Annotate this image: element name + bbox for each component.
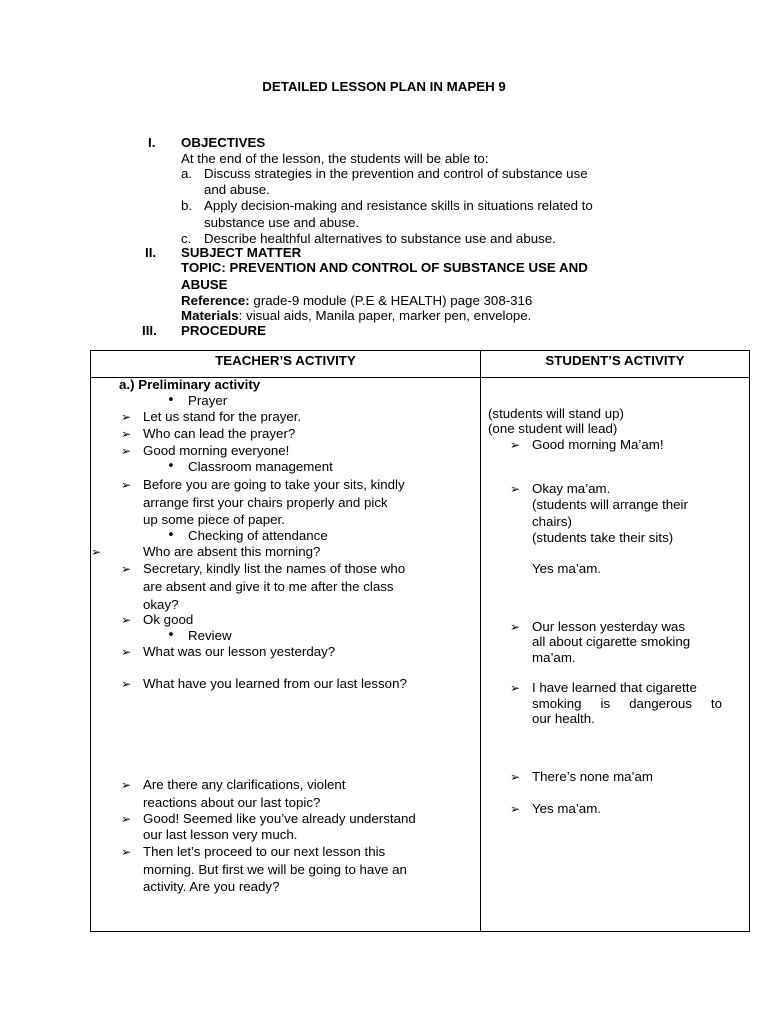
arrow-bullet-icon: ➢ <box>121 778 132 792</box>
arrow-bullet-icon: ➢ <box>121 410 132 424</box>
arrow-bullet-icon: ➢ <box>121 427 132 441</box>
arrow-bullet-icon: ➢ <box>121 677 132 691</box>
topic-line-1: TOPIC: PREVENTION AND CONTROL OF SUBSTANCE USE AND <box>181 260 588 275</box>
teacher-line: Good morning everyone! <box>143 443 290 458</box>
bullet-dot-icon: • <box>167 528 175 543</box>
arrow-bullet-icon: ➢ <box>121 613 132 627</box>
reference-value: grade-9 module (P.E & HEALTH) page 308-316 <box>249 293 533 308</box>
arrow-bullet-icon: ➢ <box>121 845 132 859</box>
teacher-line: Prayer <box>188 393 228 408</box>
arrow-bullet-icon: ➢ <box>510 681 521 695</box>
subject-matter-numeral: II. <box>145 245 157 260</box>
materials-value: : visual aids, Manila paper, marker pen, envelope. <box>238 308 532 323</box>
arrow-bullet-icon: ➢ <box>510 802 521 816</box>
student-line: (students take their sits) <box>532 530 674 545</box>
column-divider <box>480 351 481 931</box>
bullet-dot-icon: • <box>167 459 175 474</box>
student-line: ma’am. <box>532 650 576 665</box>
teacher-line: our last lesson very much. <box>143 827 298 842</box>
objectives-intro: At the end of the lesson, the students will be able to: <box>181 151 489 166</box>
teacher-line: okay? <box>143 597 179 612</box>
student-line: all about cigarette smoking <box>532 634 691 649</box>
arrow-bullet-icon: ➢ <box>91 545 102 559</box>
objective-b-text-cont: substance use and abuse. <box>204 215 360 230</box>
teacher-line: reactions about our last topic? <box>143 795 321 810</box>
teacher-line: a.) Preliminary activity <box>119 377 261 392</box>
teacher-line: Checking of attendance <box>188 528 328 543</box>
student-line: chairs) <box>532 514 572 529</box>
teacher-line: Then let’s proceed to our next lesson this <box>143 844 386 859</box>
teacher-line: arrange first your chairs properly and pick <box>143 495 388 510</box>
teacher-line: Ok good <box>143 612 194 627</box>
teacher-line: Are there any clarifications, violent <box>143 777 346 792</box>
arrow-bullet-icon: ➢ <box>510 482 521 496</box>
arrow-bullet-icon: ➢ <box>510 770 521 784</box>
teacher-line: Before you are going to take your sits, kindly <box>143 477 405 492</box>
teacher-line: up some piece of paper. <box>143 512 285 527</box>
teacher-line: activity. Are you ready? <box>143 879 280 894</box>
document-title: DETAILED LESSON PLAN IN MAPEH 9 <box>262 79 506 94</box>
teacher-line: Classroom management <box>188 459 333 474</box>
student-line: (one student will lead) <box>488 421 618 436</box>
teacher-line: What have you learned from our last lesson? <box>143 676 407 691</box>
student-line: There’s none ma’am <box>532 769 653 784</box>
arrow-bullet-icon: ➢ <box>510 438 521 452</box>
student-line: I have learned that cigarette <box>532 680 697 695</box>
arrow-bullet-icon: ➢ <box>121 562 132 576</box>
arrow-bullet-icon: ➢ <box>121 812 132 826</box>
objective-a-text-cont: and abuse. <box>204 182 270 197</box>
topic-line-2: ABUSE <box>181 277 228 292</box>
materials-line <box>181 308 531 324</box>
student-line: Our lesson yesterday was <box>532 619 685 634</box>
arrow-bullet-icon: ➢ <box>121 444 132 458</box>
subject-matter-heading: SUBJECT MATTER <box>181 245 302 260</box>
objective-c-text: Describe healthful alternatives to substance use and abuse. <box>204 231 556 246</box>
objective-a-letter: a. <box>181 166 193 181</box>
teacher-line: Who are absent this morning? <box>143 544 321 559</box>
teacher-line: are absent and give it to me after the class <box>143 579 394 594</box>
objective-a-text: Discuss strategies in the prevention and control of substance use <box>204 166 588 181</box>
teacher-activity-header: TEACHER’S ACTIVITY <box>215 353 356 368</box>
arrow-bullet-icon: ➢ <box>121 645 132 659</box>
materials-label: Materials <box>181 308 239 323</box>
student-line: our health. <box>532 711 595 726</box>
teacher-line: Let us stand for the prayer. <box>143 409 302 424</box>
student-line: Okay ma’am. <box>532 481 611 496</box>
teacher-line: Secretary, kindly list the names of those who <box>143 561 406 576</box>
student-line: Yes ma’am. <box>532 801 601 816</box>
teacher-line: What was our lesson yesterday? <box>143 644 336 659</box>
student-activity-header: STUDENT’S ACTIVITY <box>545 353 685 368</box>
procedure-numeral: III. <box>142 323 157 338</box>
student-line: (students will arrange their <box>532 497 688 512</box>
arrow-bullet-icon: ➢ <box>510 620 521 634</box>
student-line: Good morning Ma’am! <box>532 437 664 452</box>
teacher-line: morning. But first we will be going to have an <box>143 862 407 877</box>
student-line: Yes ma’am. <box>532 561 601 576</box>
objectives-heading: OBJECTIVES <box>181 135 266 150</box>
bullet-dot-icon: • <box>167 393 175 408</box>
procedure-heading: PROCEDURE <box>181 323 266 338</box>
objective-b-letter: b. <box>181 198 193 213</box>
reference-line <box>181 293 532 309</box>
reference-label: Reference: <box>181 293 250 308</box>
objective-c-letter: c. <box>181 231 192 246</box>
teacher-line: Who can lead the prayer? <box>143 426 296 441</box>
teacher-line: Good! Seemed like you’ve already understand <box>143 811 416 826</box>
objective-b-text: Apply decision-making and resistance skills in situations related to <box>204 198 593 213</box>
student-line: (students will stand up) <box>488 406 624 421</box>
teacher-line: Review <box>188 628 232 643</box>
bullet-dot-icon: • <box>167 628 175 643</box>
arrow-bullet-icon: ➢ <box>121 478 132 492</box>
student-line: smoking is dangerous to <box>532 696 722 711</box>
objectives-numeral: I. <box>148 135 156 150</box>
